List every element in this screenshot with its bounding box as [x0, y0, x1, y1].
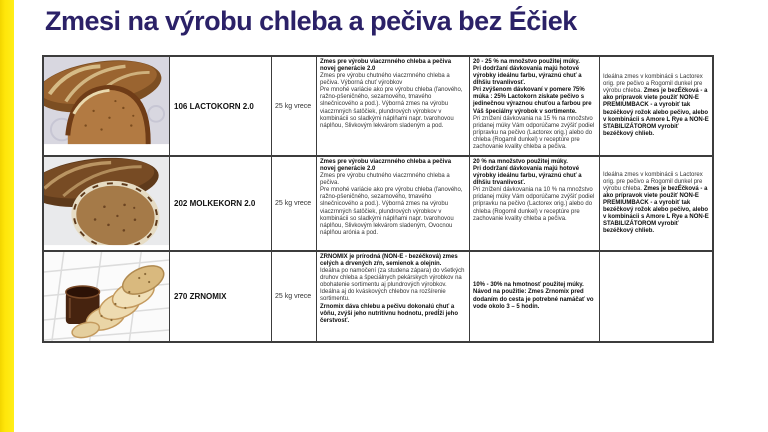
description-segment: Zmes pre výrobu viaczrnného chleba a pečiva novej generácie 2.0: [320, 59, 452, 73]
description-segment: Zmes pre výrobu chutného viaczrnného chleba a pečiva.: [320, 173, 450, 187]
package-size-text: 25 kg vrece: [275, 293, 312, 300]
combination-segment: Zmes je bezÉčková - a ako prípravok viete použiť NON-E PREMIUMBACK - a vyrobiť tak bezéčkový rožok alebo pečivo, alebo v kombinácii s Amore L Rye a NON-E STABILIZÁTOROM vyrobiť bezéčkový chlieb.: [603, 88, 709, 137]
product-photo-molkekorn: [44, 157, 170, 252]
dosage-segment: 10% - 30% na hmotnosť použitej múky.: [473, 282, 584, 289]
dosage-info: [470, 252, 600, 341]
product-table: [42, 55, 714, 343]
description-segment: Zmes pre výrobu chutného viaczrnného chleba a pečiva. Výborná chuť výrobkov: [320, 73, 450, 87]
dosage-info: [470, 157, 600, 252]
package-size-text: 25 kg vrece: [275, 200, 312, 207]
package-size: [272, 157, 317, 252]
dosage-segment: 20 % na množstvo použitej múky.: [473, 159, 568, 165]
product-name-text: 202 MOLKEKORN 2.0: [174, 199, 256, 208]
dark-bread-loaf-slice-icon: [44, 157, 169, 250]
description-segment: Zrnomix dáva chlebu a pečivu dokonalú chuť a vôňu, zvýši jeho nutritívnu hodnotu, predĺži jeho čerstvosť.: [320, 303, 458, 324]
product-name-text: 106 LACTOKORN 2.0: [174, 101, 254, 111]
combination-segment: Zmes je bezÉčková - a ako prípravok viete použiť NON-E PREMIUMBACK - a vyrobiť tak bezéčkový rožok alebo pečivo, alebo v kombinácii s Amore L Rye a NON-E STABILIZÁTOROM vyrobiť bezéčkový chlieb.: [603, 185, 709, 235]
table-row: [44, 57, 712, 157]
package-size: [272, 57, 317, 157]
product-name: [170, 157, 272, 252]
product-description: [317, 57, 470, 157]
product-description: [317, 252, 470, 341]
combination-segment: Ideálna zmes v kombinácii s Lactorex orig. pre pečivo a Rogomil dunkel pre výrobu chleba.: [603, 171, 703, 192]
page-title: Zmesi na výrobu chleba a pečiva bez Éčiek: [45, 6, 577, 36]
dosage-segment: Pri dodržaní dávkovania majú hotové výrobky ideálnu farbu, výraznú chuť a dlhšiu trvanlivosť.: [473, 166, 582, 187]
product-photo-zrnomix: [44, 252, 170, 341]
combination-info: [600, 57, 712, 157]
product-name: [170, 57, 272, 157]
dosage-segment: 20 - 25 % na množstvo použitej múky.: [473, 59, 580, 65]
dosage-segment: Návod na použitie: Zmes Zrnomix pred dodaním do cesta je potrebné namáčať vo vode okolo 3 – 5 hodín.: [473, 289, 594, 310]
combination-segment: Ideálna zmes v kombinácii s Lactorex orig. pre pečivo a Rogomil dunkel pre výrobu chleba.: [603, 74, 703, 95]
package-size: [272, 252, 317, 341]
dosage-segment: Pri dodržaní dávkovania majú hotové výrobky ideálnu farbu, výraznú chuť a dlhšiu trvanlivosť.: [473, 66, 582, 87]
description-segment: ZRNOMIX je prírodná (NON-E - bezéčková) zmes celých a drvených zŕn, semienok a olejnín.: [320, 254, 458, 268]
bread-loaf-cut-half-icon: [44, 57, 169, 155]
dosage-segment: Pri znížení dávkovania na 15 % na množstvo pridanej múky Vám odporúčame zvýšiť podiel prípravku na pečivo (Lactorex orig.) alebo do chleba (Rogamil dunkel) v receptúre pre zachovanie kvality chleba a pečiva.: [473, 115, 595, 150]
product-description: [317, 157, 470, 252]
description-segment: Zmes pre výrobu viaczrnného chleba a pečiva novej generácie 2.0: [320, 159, 452, 173]
combination-info-empty: [600, 252, 712, 341]
description-segment: Ideálna aj do kváskových chlebov na rozšírenie sortimentu.: [320, 289, 446, 303]
dosage-segment: Pri zvýšenom dávkovaní v pomere 75% múka : 25% Lactokorn získate pečivo s jedinečnou výraznou chuťou a farbou pre Váš špeciálny výrobok v sortimente.: [473, 87, 592, 115]
sliced-bread-jam-jar-icon: [44, 252, 169, 341]
left-accent-stripe: [0, 0, 14, 432]
product-name-text: 270 ZRNOMIX: [174, 292, 227, 301]
product-photo-lactokorn: [44, 57, 170, 157]
combination-info: [600, 157, 712, 252]
product-name: [170, 252, 272, 341]
description-segment: Pre mnohé variácie ako pre výrobu chleba (ľanového, ražno-pšeničného, sezamového, tmavého slnečnicového a pod.). Výborná zmes na výrobu viaczrnných šatôčiek, plundrových výrobkov v kombinácii so sladkými náplňami napr. tvarohovou náplňou, Slivkovým lekvárom sladeným, Ovocnou náplňou arónia a pod.: [320, 187, 463, 236]
description-segment: Ideálna po namočení (za studena zápara) do všetkých druhov chleba a špeciálnych pekárskych výrobkov na obohatenie sortimentu aj plundrových výrobkov.: [320, 268, 465, 289]
package-size-text: 25 kg vrece: [275, 102, 312, 110]
dosage-info: [470, 57, 600, 157]
dosage-segment: Pri znížení dávkovania na 10 % na množstvo pridanej múky Vám odporúčame zvýšiť podiel prípravku na pečivo (Lactorex orig.) alebo do chleba (Rogomil dunkel) v receptúre pre zachovanie kvality chleba a pečiva.: [473, 187, 595, 222]
description-segment: Pre mnohé variácie ako pre výrobu chleba (ľanového, ražno-pšeničného, sezamového, tmavého slnečnicového a pod.). Výborná zmes na výrobu viaczrnných šatôčiek, plundrových výrobkov v kombinácii so sladkými náplňami napr. tvarohovou náplňou, Slivkovým lekvárom sladeným a pod.: [320, 87, 463, 129]
table-row: [44, 157, 712, 252]
table-row: [44, 252, 712, 341]
